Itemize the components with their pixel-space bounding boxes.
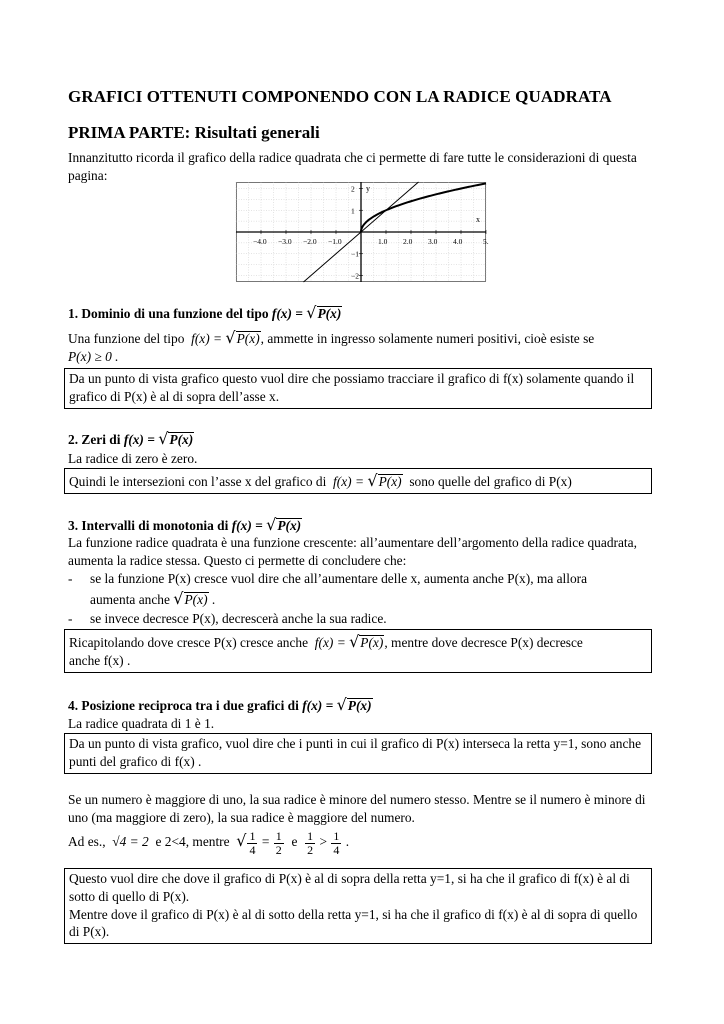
section1-text: Una funzione del tipo f(x) = √P(x), ammette in ingresso solamente numeri positivi, cioè esiste se P(x) ≥ 0 . <box>68 328 595 365</box>
section1-box: Da un punto di vista grafico questo vuol dire che possiamo tracciare il grafico di f(x) solamente quando il grafico di P(x) è al di sopra dell’asse x. <box>64 368 652 409</box>
section4-text-2: Se un numero è maggiore di uno, la sua radice è minore del numero stesso. Mentre se il numero è minore di uno (ma maggiore di zero), la sua radice è maggiore del numero. <box>68 792 646 825</box>
section4-heading: 4. Posizione reciproca tra i due grafici di f(x) = √P(x) <box>68 695 372 714</box>
section2-text: La radice di zero è zero. <box>68 451 198 466</box>
section3-heading: 3. Intervalli di monotonia di f(x) = √P(x) <box>68 515 302 534</box>
y-tick-label: −2 <box>351 271 359 281</box>
section4-example: Ad es., √4 = 2 e 2<4, mentre √ $\frac{1}{4}$ = $\frac{1}{2}$ e $\frac{1}{2}$ > $\frac{1}{4}$ . <box>68 829 350 857</box>
x-tick-label: 2.0 <box>403 237 413 246</box>
section3-list-item-1: - se la funzione P(x) cresce vuol dire che all’aumentare delle x, aumenta anche P(x), ma allora aumenta anche √P(x) . <box>68 571 588 608</box>
x-axis-label: x <box>476 215 480 224</box>
y-axis-label: y <box>366 184 370 193</box>
y-tick-label: −1 <box>351 249 359 259</box>
sqrt-chart <box>236 182 489 282</box>
x-tick-label: −2.0 <box>303 237 317 246</box>
fraction-quarter: $\frac{1}{4}$ <box>249 829 256 857</box>
page-title: GRAFICI OTTENUTI COMPONENDO CON LA RADICE QUADRATA <box>68 87 612 106</box>
section1-heading: 1. Dominio di una funzione del tipo f(x) = √P(x) <box>68 303 342 322</box>
formula-fx: f(x) = <box>191 331 226 346</box>
intro-paragraph: Innanzitutto ricorda il grafico della radice quadrata che ci permette di fare tutte le considerazioni di questa pagina: <box>68 150 637 183</box>
section3-text: La funzione radice quadrata è una funzione crescente: all’aumentare dell’argomento della radice quadrata, aumenta la radice stessa. Questo ci permette di concludere che: <box>68 535 637 568</box>
section2-box: Quindi le intersezioni con l’asse x del grafico di f(x) = √P(x) sono quelle del grafico di P(x) <box>64 468 652 494</box>
x-tick-label: 5. <box>483 237 489 246</box>
x-tick-label: −1.0 <box>328 237 342 246</box>
x-tick-label: 3.0 <box>428 237 438 246</box>
x-tick-label: 1.0 <box>378 237 388 246</box>
y-tick-label: 2 <box>351 184 355 194</box>
section4-box-1: Da un punto di vista grafico, vuol dire che i punti in cui il grafico di P(x) interseca la retta y=1, sono anche punti del grafico di f(x) . <box>64 733 652 774</box>
x-tick-label: 4.0 <box>453 237 463 246</box>
page-subtitle: PRIMA PARTE: Risultati generali <box>68 123 320 142</box>
y-tick-label: 1 <box>351 206 355 216</box>
x-tick-label: −4.0 <box>253 237 267 246</box>
section3-list-item-2: - se invece decresce P(x), decrescerà anche la sua radice. <box>68 611 387 626</box>
section4-text-1: La radice quadrata di 1 è 1. <box>68 716 215 731</box>
section2-heading: 2. Zeri di f(x) = √P(x) <box>68 429 194 448</box>
section3-box: Ricapitolando dove cresce P(x) cresce anche f(x) = √P(x), mentre dove decresce P(x) decresce anche f(x) . <box>64 629 652 673</box>
section4-box-2: Questo vuol dire che dove il grafico di P(x) è al di sopra della retta y=1, si ha che il grafico di f(x) è al di sotto di quello di P(x). Mentre dove il grafico di P(x) è al di sotto della retta y=1, si ha che il grafico di f(x) è al di sopra di quello di P(x). <box>64 868 652 944</box>
x-tick-label: −3.0 <box>278 237 292 246</box>
